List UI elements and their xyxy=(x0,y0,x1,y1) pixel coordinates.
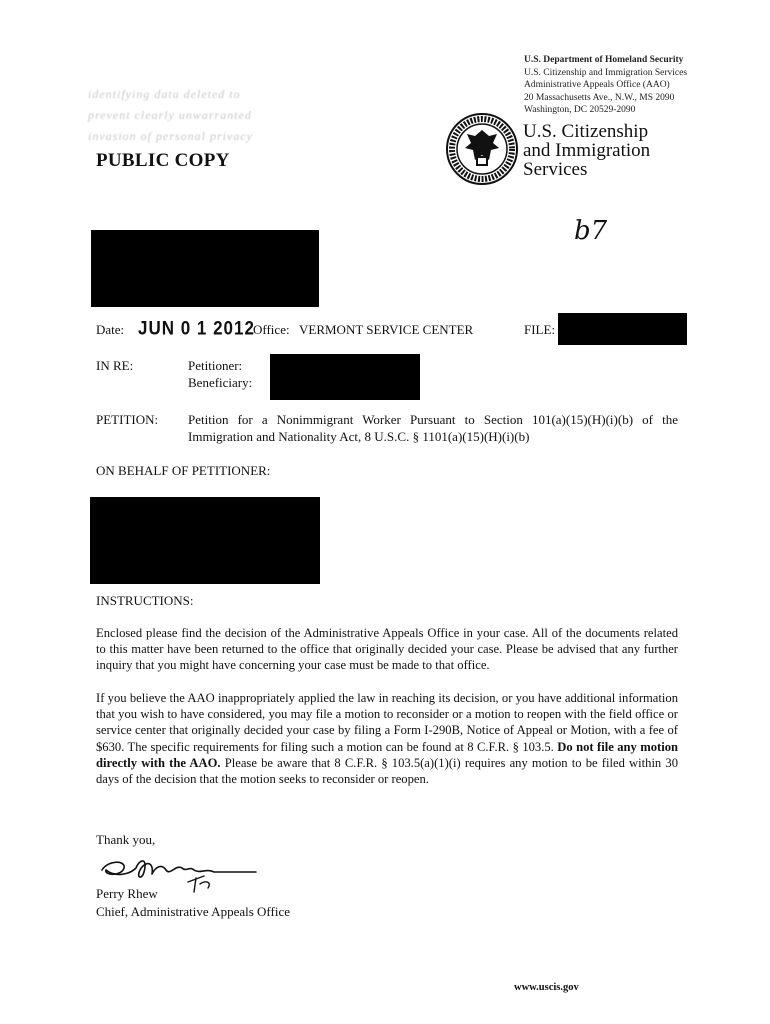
paragraph-2-text: Please be aware that 8 C.F.R. § 103.5(a)(1)(i) requires any motion to be filed within 30 days of the decision that the motion seeks to reconsider or reopen. xyxy=(96,755,678,787)
date-label: Date: xyxy=(96,322,125,337)
agency-address xyxy=(524,54,687,117)
dhs-seal-icon xyxy=(445,112,519,186)
instructions-paragraph-1: Enclosed please find the decision of the Administrative Appeals Office in your case. All of the documents related to this matter have been returned to the office that originally decided your case. Please be advised that any further inquiry that you might have concerning your case must be made to that office. xyxy=(96,626,678,673)
privacy-stamp-line: prevent clearly unwarranted xyxy=(88,108,252,122)
petition-text: Petition for a Nonimmigrant Worker Pursuant to Section 101(a)(15)(H)(i)(b) of the Immigration and Nationality Act, 8 U.S.C. § 1101(a)(15)(H)(i)(b) xyxy=(188,412,678,444)
office-value: VERMONT SERVICE CENTER xyxy=(299,322,474,337)
agency-line: Washington, DC 20529-2090 xyxy=(524,105,636,115)
redaction-block xyxy=(270,354,420,400)
paragraph-2-text: If you believe the AAO inappropriately applied the law in reaching its decision, or you have additional information that you wish to have considered, you may file a motion to reconsider or a motion to reopen with the field office or service center that originally decided your case by filing a Form I-290B, Notice of Appeal or Motion, with a fee of $630. The specific requirements for filing such a motion can be found at 8 C.F.R. § 103.5. xyxy=(96,691,678,754)
on-behalf-label: ON BEHALF OF PETITIONER: xyxy=(96,463,271,478)
redaction-block xyxy=(558,313,687,345)
redaction-block xyxy=(91,230,319,307)
agency-line: Administrative Appeals Office (AAO) xyxy=(524,80,670,90)
agency-line: U.S. Department of Homeland Security xyxy=(524,55,684,65)
signer-name: Perry Rhew xyxy=(96,886,158,901)
instructions-label: INSTRUCTIONS: xyxy=(96,593,194,608)
thank-you: Thank you, xyxy=(96,832,156,847)
privacy-stamp xyxy=(88,84,253,147)
agency-name xyxy=(523,122,650,179)
public-copy-heading: PUBLIC COPY xyxy=(96,150,230,171)
agency-name-line: Services xyxy=(523,159,588,180)
agency-line: 20 Massachusetts Ave., N.W., MS 2090 xyxy=(524,92,675,103)
privacy-stamp-line: identifying data deleted to xyxy=(88,87,241,101)
petitioner-label: Petitioner: xyxy=(188,358,243,373)
paragraph-2-emphasis: Do not file any motion directly with the AAO. xyxy=(96,739,679,770)
footer-url: www.uscis.gov xyxy=(514,982,579,993)
file-label: FILE: xyxy=(524,322,556,337)
agency-line: U.S. Citizenship and Immigration Services xyxy=(524,67,688,78)
handwritten-mark: b7 xyxy=(574,216,608,246)
instructions-paragraph-2 xyxy=(96,690,678,787)
in-re-label: IN RE: xyxy=(96,358,134,373)
redaction-block xyxy=(90,497,320,584)
agency-name-line: and Immigration xyxy=(523,140,651,161)
beneficiary-label: Beneficiary: xyxy=(188,375,253,390)
agency-name-line: U.S. Citizenship xyxy=(523,121,649,142)
petition-label: PETITION: xyxy=(96,412,159,427)
date-value: JUN 0 1 2012 xyxy=(138,317,255,339)
signer-title: Chief, Administrative Appeals Office xyxy=(96,904,290,919)
office-label: Office: xyxy=(253,322,290,337)
privacy-stamp-line: invasion of personal privacy xyxy=(88,129,253,143)
